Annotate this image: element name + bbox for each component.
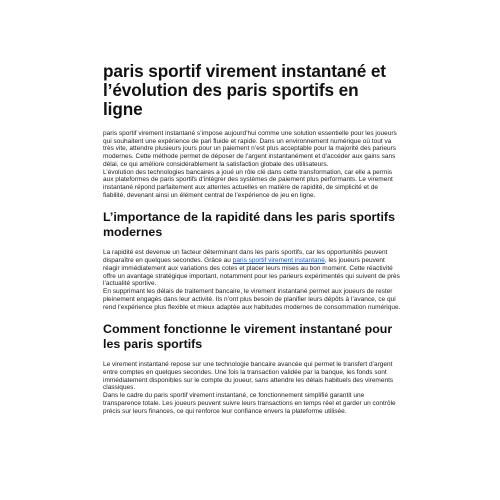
intro-text-1: paris sportif virement instantané s’impose aujourd’hui comme une solution essentielle pour les joueurs qui souhaitent une expérience de pari fluide et rapide. Dans un environnement numérique où tout va très vite, attendre plusieurs jours pour un paiement n’est plus acceptable pour la majorité des parieurs modernes. Cette méthode permet de déposer de l’argent instantanément et d’accéder aux gains sans délai, ce qui améliore considérablement la satisfaction globale des utilisateurs. [103,130,397,168]
article [103,62,401,415]
how-it-works-paragraph [103,361,401,415]
article-title: paris sportif virement instantané et l’évolution des paris sportifs en ligne [103,61,386,119]
how-text-1: Le virement instantané repose sur une technologie bancaire avancée qui permet le transfert d’argent entre comptes en quelques secondes. Une fois la transaction validée par la banque, les fonds sont immédiatement disponibles sur le compte du joueur, sans attendre les délais habituels des virements classiques. [103,361,394,392]
intro-text-2: L’évolution des technologies bancaires a joué un rôle clé dans cette transformation, car elle a permis aux plateformes de paris sportifs d’intégrer des systèmes de paiement plus performants. Le virement instantané répond parfaitement aux attentes actuelles en matière de rapidité, de simplicité et de fiabilité, devenant ainsi un élément central de l’expérience de jeu en ligne. [103,168,393,199]
section-heading-speed: L’importance de la rapidité dans les paris sportifs modernes [103,210,395,240]
paris-sportif-link[interactable]: paris sportif virement instantané [232,257,325,265]
speed-text-2: En supprimant les délais de traitement bancaire, le virement instantané permet aux joueurs de rester pleinement engagés dans leur activité. Ils n’ont plus besoin de planifier leurs dépôts à l’avance, ce qui rend l’expérience plus flexible et mieux adaptée aux habitudes modernes de consommation numérique. [103,288,401,311]
section-heading-how-it-works: Comment fonctionne le virement instantané pour les paris sportifs [103,322,393,352]
intro-paragraph [103,130,401,199]
how-text-2: Dans le cadre du paris sportif virement instantané, ce fonctionnement simplifié garantit une transparence totale. Les joueurs peuvent suivre leurs transactions en temps réel et garder un contrôle précis sur leurs finances, ce qui renforce leur confiance envers la plateforme utilisée. [103,392,396,415]
speed-text-before-link: La rapidité est devenue un facteur déterminant dans les paris sportifs, car les opportunités peuvent disparaître en quelques secondes. Grâce au [103,249,388,265]
speed-paragraph [103,249,401,311]
speed-text-after-link: , les joueurs peuvent réagir immédiatement aux variations des cotes et placer leurs mises au bon moment. Cette réactivité offre un avantage stratégique important, notamment pour les parieurs expérimentés qui suivent de près l’actualité sportive. [103,257,400,288]
